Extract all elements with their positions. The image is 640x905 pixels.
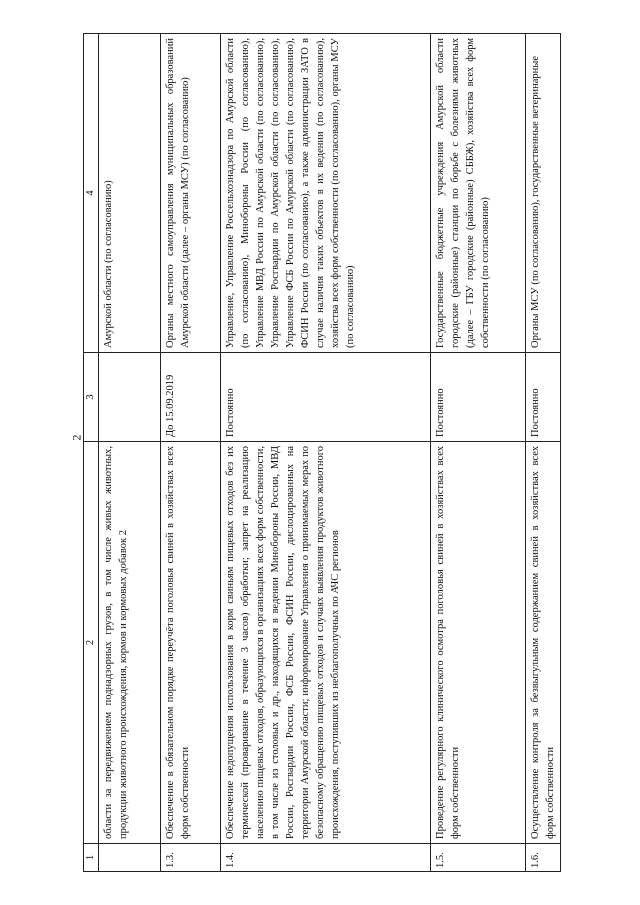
row-number: 1.4.	[221, 844, 431, 872]
table-row	[526, 34, 561, 872]
table-row	[161, 34, 221, 872]
executor-cell: Управление, Управление Россельхознадзора по Амурской области (по согласованию), Минобороны России (по согласованию), Управление МВД России по Амурской области (по согласованию), Управление Росгвардии по Амурской области (по согласованию), Управление ФСБ России по Амурской области (по согласованию), ФСИН России (по согласованию), а также администрации ЗАТО в случае наличия таких объектов в их ведении (по согласованию), хозяйства всех форм собственности (по согласованию), органы МСУ (по согласованию)	[221, 34, 431, 353]
table-row	[221, 34, 431, 872]
deadline-cell	[99, 353, 161, 442]
rotated-table-container	[83, 34, 559, 872]
executor-cell: Амурской области (по согласованию)	[99, 34, 161, 353]
header-cell-2: 2	[84, 442, 99, 844]
header-cell-3: 3	[84, 353, 99, 442]
executor-cell: Органы местного самоуправления муниципальных образований Амурской области (далее – органы МСУ) (по согласованию)	[161, 34, 221, 353]
row-number: 1.5.	[431, 844, 526, 872]
header-cell-1: 1	[84, 844, 99, 872]
row-number: 1.3.	[161, 844, 221, 872]
deadline-cell: Постоянно	[431, 353, 526, 442]
deadline-cell: Постоянно	[221, 353, 431, 442]
header-cell-4: 4	[84, 34, 99, 353]
executor-cell: Государственные бюджетные учреждения Амурской области городские (районные) станции по борьбе с болезнями животных (далее – ГБУ городские (районные) СББЖ), хозяйства всех форм собственности (по согласованию)	[431, 34, 526, 353]
header-row	[84, 34, 99, 872]
measure-cell: Обеспечение недопущения использования в корм свиньям пищевых отходов без их термической (проваривание в течение 3 часов) обработки; запрет на реализацию населению пищевых отходов, образующихся в организациях всех форм собственности, в том числе из столовых и др., находящихся в ведении Минобороны России, МВД России, Росгвардии России, ФСБ России, ФСИН России, дислоцированных на территории Амурской области; информирование Управления о принимаемых мерах по безопасному обращению пищевых отходов и случаях выявления продуктов животного происхождения, поступивших из неблагополучных по АЧС регионов	[221, 442, 431, 844]
deadline-cell: Постоянно	[526, 353, 561, 442]
row-number	[99, 844, 161, 872]
measure-cell: Обеспечение в обязательном порядке переучёта поголовья свиней в хозяйствах всех форм собственности	[161, 442, 221, 844]
table-row	[431, 34, 526, 872]
deadline-cell: До 15.09.2019	[161, 353, 221, 442]
measures-table	[83, 33, 561, 872]
page-number: 2	[69, 434, 84, 441]
table-row	[99, 34, 161, 872]
measure-cell: Проведение регулярного клинического осмотра поголовья свиней в хозяйствах всех форм собственности	[431, 442, 526, 844]
measure-cell: Осуществление контроля за безвыгульным содержанием свиней в хозяйствах всех форм собственности	[526, 442, 561, 844]
measure-cell: области за передвижением поднадзорных грузов, в том числе живых животных, продукции животного происхождения, кормов и кормовых добавок 2	[99, 442, 161, 844]
row-number: 1.6.	[526, 844, 561, 872]
executor-cell: Органы МСУ (по согласованию), государственные ветеринарные	[526, 34, 561, 353]
